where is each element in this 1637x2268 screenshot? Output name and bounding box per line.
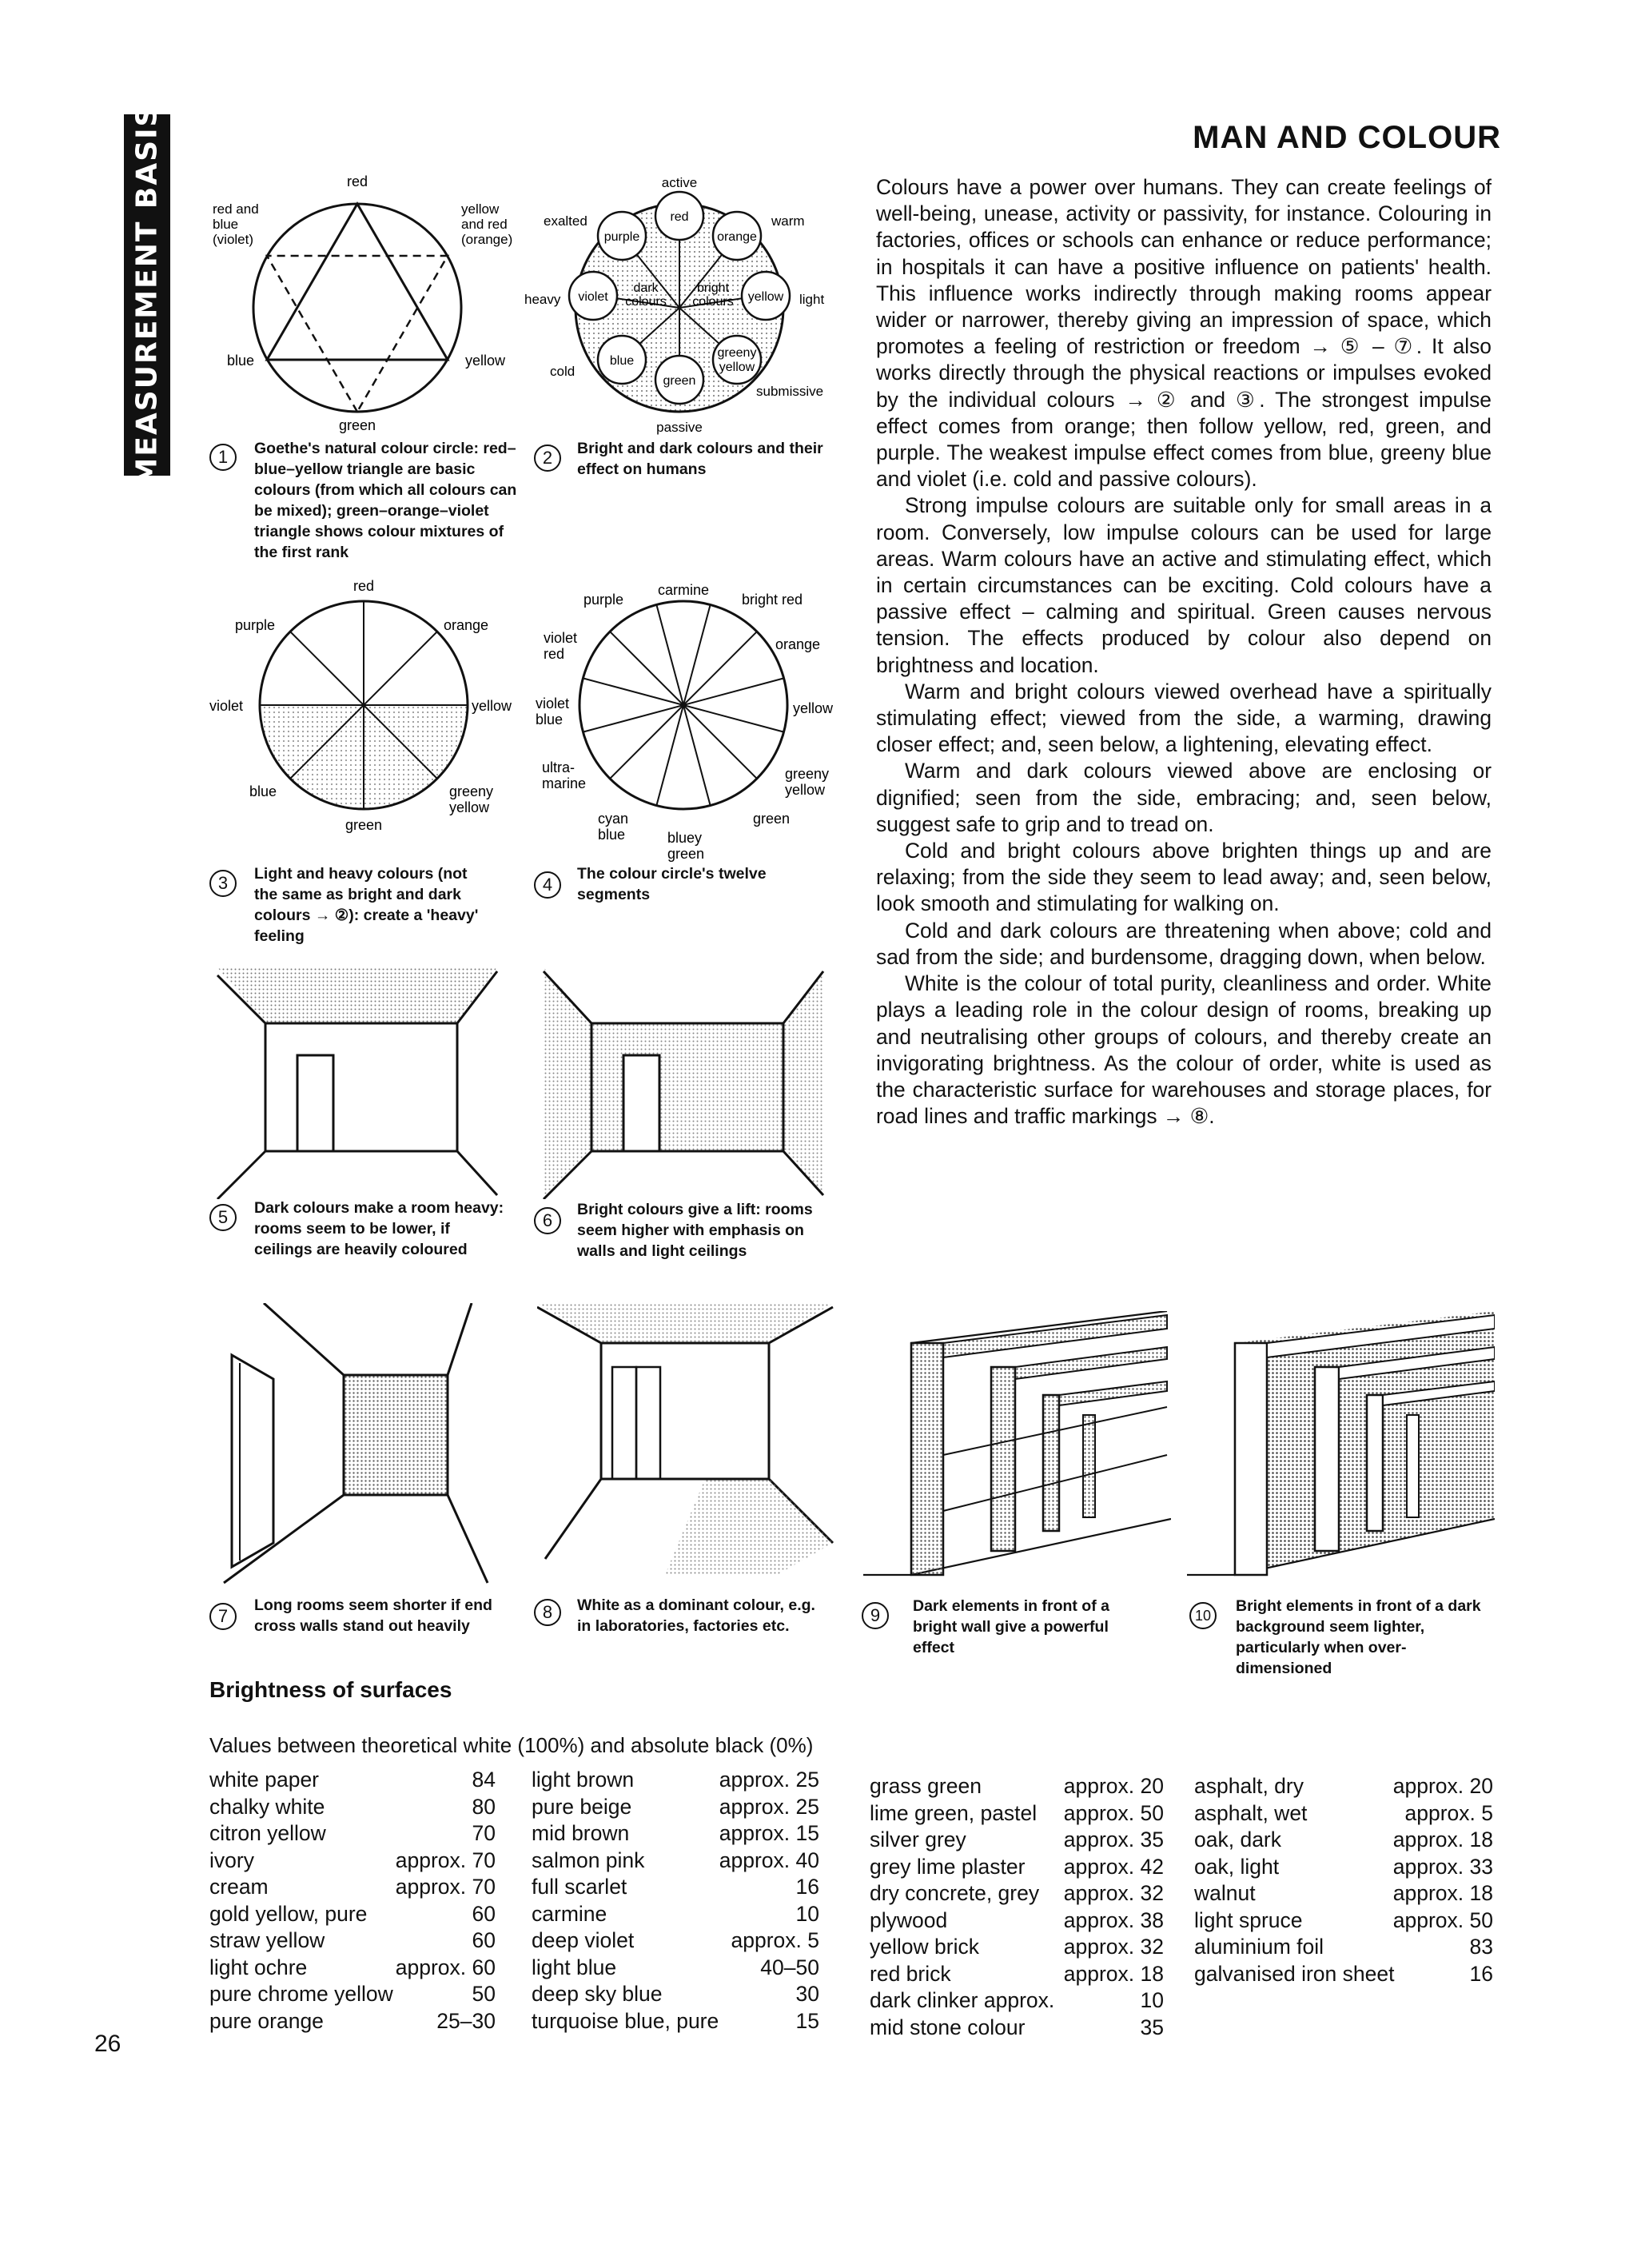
brightness-value: 80 [472,1794,496,1819]
table-row [870,1907,1164,1935]
brightness-value: approx. 60 [395,1955,496,1979]
brightness-value: 60 [472,1928,496,1952]
table-row [209,1794,496,1821]
material-name: ivory [209,1847,254,1872]
fig2-label: warm [771,213,805,229]
fig1-label-red: red [346,173,368,189]
fig2-label: violet [578,290,608,304]
brightness-value: approx. 5 [731,1928,819,1952]
brightness-value: approx. 32 [1063,1935,1164,1959]
material-name: asphalt, wet [1194,1800,1308,1825]
figure-caption: The colour circle's twelve segments [577,865,767,903]
fig2-label: colours [692,295,734,309]
table-row [1194,1961,1493,1988]
material-name: aluminium foil [1194,1935,1324,1959]
material-name: oak, light [1194,1854,1280,1879]
brightness-value: approx. 70 [395,1875,496,1899]
paragraph: Colours have a power over humans. They can create feelings of well-being, unease, activity or passivity, for instance. Colouring in factories, offices or schools can enhance or reduce performance; in hospitals it can have a positive influence on patients' health. This influence works indirectly through making rooms appear wider or narrower, thereby giving an impression of space, which promotes a feeling of restriction or freedom → ⑤ – ⑦. It also works directly through the physical reactions or impulses evoked by the individual colours → ② and ③. The strongest impulse effect comes from orange; then follow yellow, red, green, and purple. The weakest impulse effect comes from blue, greeny blue and violet (i.e. cold and passive colours). [876,175,1492,492]
brightness-value: approx. 38 [1063,1907,1164,1932]
figure-number: 4 [534,871,561,899]
figure-caption: White as a dominant colour, e.g. in laboratories, factories etc. [577,1596,815,1635]
brightness-value: approx. 33 [1392,1854,1493,1879]
figure-caption: Goethe's natural colour circle: red–blue–yellow triangle are basic colours (from which all colours can be mixed); green–orange–violet triangle shows colour mixtures of the first rank [254,440,517,561]
table-row [1194,1800,1493,1828]
table-row [209,1874,496,1901]
table-row [870,1880,1164,1907]
material-name: silver grey [870,1828,966,1851]
table-row [209,1927,496,1955]
fig4-label: green [667,846,705,862]
material-name: carmine [532,1901,607,1926]
fig3-label: yellow [472,698,512,714]
page-title: MAN AND COLOUR [1193,120,1501,155]
figure-caption: Light and heavy colours (not the same as bright and dark colours → ②): create a 'heavy' feeling [254,865,479,945]
material-name: plywood [870,1907,948,1932]
material-name: lime green, pastel [870,1800,1038,1825]
brightness-value: 10 [795,1901,819,1926]
fig4-label: cyan [598,811,629,827]
section-tab-label: MEASUREMENT BASIS [130,104,164,486]
goethe-colour-circle-figure [209,164,545,436]
material-name: pure chrome yellow [209,1982,393,2006]
fig4-label: green [753,811,791,827]
fig2-label: blue [609,354,635,368]
fig2-label: exalted [544,213,587,229]
table-row [870,1987,1164,2015]
table-row [532,1874,819,1901]
white-dominant-room-figure [537,1303,841,1575]
brightness-subtitle: Values between theoretical white (100%) and absolute black (0%) [209,1733,814,1757]
table-row [532,1901,819,1928]
fig2-label: bright [696,281,730,295]
brightness-value: 60 [472,1901,496,1926]
material-name: turquoise blue, pure [532,2008,719,2033]
brightness-value: 70 [472,1821,496,1845]
fig2-label: dark [633,281,659,295]
material-name: mid brown [532,1821,630,1845]
table-row [209,1847,496,1875]
fig3-label: green [345,817,383,833]
fig2-label: red [670,210,689,224]
fig4-label: yellow [793,700,834,716]
section-tab [124,104,170,486]
fig1-label: (violet) [213,232,254,247]
fig4-label: greeny [785,766,830,782]
fig2-label: green [663,374,696,388]
brightness-value: approx. 35 [1063,1828,1164,1851]
figure-caption: Bright colours give a lift: rooms seem higher with emphasis on walls and light ceilings [577,1201,813,1260]
fig2-label: colours [625,295,667,309]
fig1-label: (orange) [461,232,513,247]
fig3-label: orange [444,617,489,633]
brightness-value: approx. 18 [1392,1828,1493,1851]
bright-elements-dark-background-figure [1187,1311,1495,1583]
brightness-value: approx. 5 [1404,1800,1493,1825]
fig1-label: yellow [461,201,500,217]
table-row [870,1800,1164,1828]
fig3-label: purple [235,617,276,633]
table-row [209,2008,496,2035]
figure-number: 5 [209,1204,237,1231]
material-name: mid stone colour [870,2015,1026,2039]
brightness-value: 15 [795,2008,819,2033]
dark-elements-bright-wall-figure [863,1311,1171,1583]
fig3-label: red [352,578,375,594]
material-name: grass green [870,1774,982,1798]
brightness-value: approx. 15 [719,1821,819,1845]
material-name: straw yellow [209,1928,325,1952]
material-name: pure orange [209,2008,324,2033]
table-row [532,1820,819,1847]
material-name: light spruce [1194,1907,1303,1932]
fig1-label-green: green [338,417,376,433]
fig2-label: orange [717,230,757,244]
material-name: full scarlet [532,1875,627,1899]
fig4-label: violet [544,630,578,646]
brightness-value: approx. 42 [1063,1854,1164,1879]
brightness-value: 84 [472,1768,496,1792]
brightness-value: 35 [1140,2015,1164,2039]
figure-caption: Bright and dark colours and their effect on humans [577,440,823,478]
fig4-label: blue [536,711,564,727]
fig2-label: purple [603,230,640,244]
material-name: yellow brick [870,1935,979,1959]
table-row [1194,1934,1493,1961]
fig4-label: carmine [657,582,710,598]
table-row [532,2008,819,2035]
brightness-column-3 [870,1773,1164,2041]
material-name: chalky white [209,1794,325,1819]
brightness-value: approx. 40 [719,1847,819,1872]
bright-walls-room-figure [536,967,831,1199]
brightness-column-1 [209,1767,496,2035]
table-row [1194,1773,1493,1800]
brightness-value: approx. 18 [1063,1961,1164,1986]
brightness-value: approx. 25 [719,1794,819,1819]
figure-caption: Dark colours make a room heavy: rooms seem to be lower, if ceilings are heavily coloured [254,1199,504,1258]
brightness-value: approx. 32 [1063,1881,1164,1905]
material-name: salmon pink [532,1847,645,1872]
table-row [870,1827,1164,1854]
fig3-label: greeny [449,783,494,799]
material-name: pure beige [532,1794,632,1819]
brightness-column-2 [532,1767,819,2035]
bright-dark-colours-figure [520,168,847,440]
fig2-label: yellow [719,361,755,374]
figure-number: 8 [534,1599,561,1626]
brightness-value: 83 [1469,1935,1493,1959]
material-name: red brick [870,1961,951,1986]
twelve-segment-circle-figure [536,576,855,863]
fig3-label: yellow [449,799,490,815]
fig3-label: violet [209,698,244,714]
brightness-title: Brightness of surfaces [209,1677,452,1702]
paragraph: Warm and bright colours viewed overhead have a spiritually stimulating effect; viewed from the side, a warming, drawing closer effect; and, seen below, a lightening, elevating effect. [876,679,1492,757]
brightness-value: 16 [795,1875,819,1899]
table-row [532,1847,819,1875]
figure-caption: Bright elements in front of a dark background seem lighter, particularly when over-dimensioned [1236,1597,1481,1677]
figure-number: 2 [534,444,561,472]
brightness-value: 40–50 [760,1955,819,1979]
table-row [870,1934,1164,1961]
table-row [870,1773,1164,1800]
fig2-label: yellow [747,290,784,304]
fig2-label: submissive [756,384,824,399]
fig2-label: light [799,292,825,307]
fig1-label-blue: blue [227,353,255,369]
fig4-label: marine [542,775,587,791]
figure-number: 1 [209,444,237,471]
light-heavy-colours-figure [209,576,529,839]
figure-number: 3 [209,870,237,897]
body-text [876,174,1492,1130]
table-row [209,1981,496,2008]
fig2-label: active [661,175,698,190]
table-row [532,1955,819,1982]
figure-number: 9 [862,1602,889,1629]
brightness-value: approx. 18 [1392,1881,1493,1905]
fig1-label: and red [461,217,508,232]
long-room-end-wall-figure [216,1303,496,1591]
material-name: walnut [1194,1881,1256,1905]
figure-caption: Long rooms seem shorter if end cross walls stand out heavily [254,1596,492,1635]
brightness-value: 30 [795,1982,819,2006]
brightness-column-4 [1194,1773,1493,1987]
table-row [1194,1907,1493,1935]
material-name: deep violet [532,1928,635,1952]
brightness-value: approx. 50 [1392,1907,1493,1932]
fig4-label: blue [598,827,626,843]
table-row [209,1820,496,1847]
fig3-label: blue [249,783,277,799]
fig2-label: heavy [524,292,561,307]
brightness-value: approx. 25 [719,1768,819,1792]
fig1-label-yellow: yellow [465,353,506,369]
fig4-label: violet [536,696,570,711]
table-row [209,1955,496,1982]
table-row [1194,1854,1493,1881]
brightness-value: 25–30 [436,2008,496,2033]
fig4-label: orange [775,636,821,652]
fig4-label: red [544,646,565,662]
figure-number: 6 [534,1207,561,1234]
fig1-label: blue [213,217,239,232]
figure-number: 7 [209,1603,237,1630]
material-name: citron yellow [209,1821,326,1845]
material-name: grey lime plaster [870,1854,1026,1879]
paragraph: Cold and bright colours above brighten things up and are relaxing; from the side they seem to lead away; and, seen below, look smooth and stimulating for walking on. [876,839,1492,916]
paragraph: Strong impulse colours are suitable only for small areas in a room. Conversely, low impulse colours can be used for large areas. Warm colours have an active and stimulating effect, which in certain circumstances can be exciting. Cold colours have a passive effect – calming and spiritual. Green causes nervous tension. The effects produced by colour also depend on brightness and location. [876,493,1492,677]
fig4-label: yellow [785,782,826,798]
paragraph: Cold and dark colours are threatening when above; cold and sad from the side; and burdensome, dragging down, when below. [876,918,1492,969]
brightness-value: approx. 20 [1063,1774,1164,1798]
fig1-label: red and [213,201,259,217]
fig2-label: passive [656,420,703,435]
fig4-label: purple [584,592,624,608]
material-name: deep sky blue [532,1982,663,2006]
material-name: cream [209,1875,269,1899]
table-row [1194,1880,1493,1907]
page-number: 26 [94,2031,121,2057]
material-name: dark clinker approx. [870,1988,1055,2012]
figure-caption: Dark elements in front of a bright wall give a powerful effect [913,1597,1109,1656]
brightness-value: approx. 20 [1392,1774,1493,1798]
fig2-label: cold [550,364,576,379]
table-row [532,1981,819,2008]
fig2-label: greeny [717,346,757,360]
table-row [870,2015,1164,2042]
figure-number: 10 [1189,1602,1217,1629]
brightness-value: 10 [1140,1988,1164,2012]
fig4-label: bright red [742,592,803,608]
material-name: light brown [532,1768,635,1792]
table-row [870,1961,1164,1988]
fig4-label: ultra- [542,759,576,775]
table-row [209,1767,496,1794]
dark-ceiling-room-figure [209,967,505,1199]
table-row [532,1767,819,1794]
paragraph: White is the colour of total purity, cleanliness and order. White plays a leading role in the colour design of rooms, breaking up and neutralising other groups of colours, and thereby create an invigorating brightness. As the colour of order, white is used as the characteristic surface for warehouses and storage places, for road lines and traffic markings → ⑧. [876,971,1492,1129]
brightness-value: approx. 50 [1063,1800,1164,1825]
material-name: galvanised iron sheet [1194,1961,1395,1986]
table-row [209,1901,496,1928]
material-name: light ochre [209,1955,308,1979]
material-name: oak, dark [1194,1828,1282,1851]
brightness-value: approx. 70 [395,1847,496,1872]
material-name: white paper [209,1768,320,1792]
table-row [532,1927,819,1955]
material-name: light blue [532,1955,617,1979]
material-name: asphalt, dry [1194,1774,1304,1798]
brightness-value: 50 [472,1982,496,2006]
fig4-label: bluey [667,830,703,846]
paragraph: Warm and dark colours viewed above are enclosing or dignified; seen from the side, embracing; and, seen below, suggest safe to grip and to tread on. [876,759,1492,836]
table-row [532,1794,819,1821]
material-name: dry concrete, grey [870,1881,1040,1905]
brightness-value: 16 [1469,1961,1493,1986]
table-row [870,1854,1164,1881]
table-row [1194,1827,1493,1854]
material-name: gold yellow, pure [209,1901,368,1926]
